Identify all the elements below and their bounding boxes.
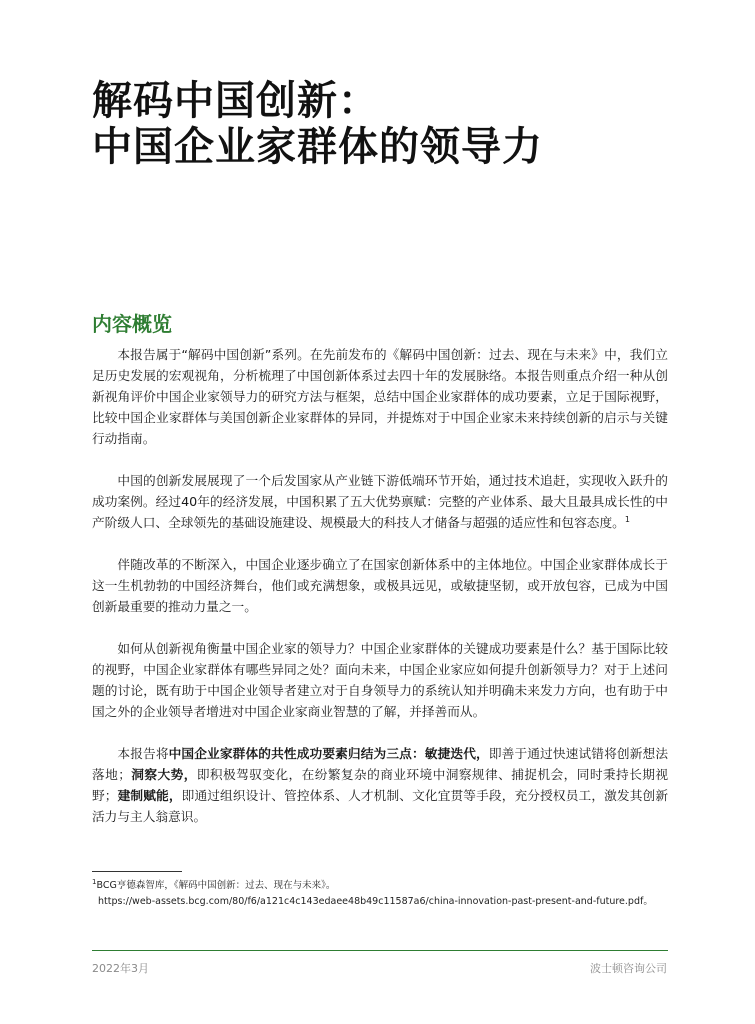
title-line-1: 解码中国创新： [92, 78, 379, 124]
paragraph-2 [92, 470, 668, 533]
paragraph-5 [92, 743, 668, 827]
p5-text-4: 即通过组织设计、管控体系、人才机制、文化宜贯等手段，充分授权员工，激发其创新活力与主人翁意识。 [92, 788, 669, 824]
footer-company: 波士顿咨询公司 [590, 962, 667, 975]
p5-bold-2: 洞察大势， [130, 767, 197, 782]
p5-text-1: 本报告将 [117, 746, 169, 761]
footnote-text: BCG亨德森智库，《解码中国创新：过去、现在与未来》。 [96, 880, 336, 891]
title-line-2: 中国企业家群体的领导力 [92, 124, 543, 170]
p5-bold-1: 中国企业家群体的共性成功要素归结为三点：敏捷迭代， [168, 746, 489, 761]
section-heading: 内容概览 [92, 312, 172, 336]
paragraph-3: 伴随改革的不断深入，中国企业逐步确立了在国家创新体系中的主体地位。中国企业家群体成长于这一生机勃勃的中国经济舞台，他们或充满想象，或极具远见，或敏捷坚韧，或开放包容，已成为中国创新最重要的推动力量之一。 [92, 557, 668, 614]
body-text [92, 344, 668, 848]
footnote-divider [92, 871, 182, 872]
footnote-marker: 1 [92, 877, 97, 886]
p5-bold-3: 建制赋能， [117, 788, 182, 803]
footer-date: 2022年3月 [92, 962, 149, 975]
p5-text-2: 即善于通过快速试错将创新想法落地； [92, 746, 669, 782]
paragraph-1: 本报告属于“解码中国创新”系列。在先前发布的《解码中国创新：过去、现在与未来》中，我们立足历史发展的宏观视角，分析梳理了中国创新体系过去四十年的发展脉络。本报告则重点介绍一种从创新视角评价中国企业家领导力的研究方法与框架，总结中国企业家群体的成功要素，立足于国际视野，比较中国企业家群体与美国创新企业家群体的异同，并提炼对于中国企业家未来持续创新的启示与关键行动指南。 [92, 347, 668, 446]
footnote [92, 878, 692, 910]
footer-divider [92, 950, 668, 951]
footnote-ref[interactable]: 1 [624, 514, 630, 524]
report-title [92, 78, 732, 170]
paragraph-2-text: 中国的创新发展展现了一个后发国家从产业链下游低端环节开始，通过技术追赶，实现收入跃升的成功案例。经过40年的经济发展，中国积累了五大优势禀赋：完整的产业体系、最大且最具成长性的中产阶级人口、全球领先的基础设施建设、规模最大的科技人才储备与超强的适应性和包容态度。 [92, 473, 668, 530]
paragraph-4: 如何从创新视角衡量中国企业家的领导力？中国企业家群体的关键成功要素是什么？基于国际比较的视野，中国企业家群体有哪些异同之处？面向未来，中国企业家应如何提升创新领导力？对于上述问题的讨论，既有助于中国企业领导者建立对于自身领导力的系统认知并明确未来发力方向，也有助于中国之外的企业领导者增进对中国企业家商业智慧的了解，并择善而从。 [92, 641, 668, 719]
footnote-url-link[interactable]: https://web-assets.bcg.com/80/f6/a121c4c143edaee48b49c11587a6/china-innovation-past-present-and-future.pdf。 [98, 896, 653, 907]
p5-text-3: 即积极驾驭变化，在纷繁复杂的商业环境中洞察规律、捕捉机会，同时秉持长期视野； [92, 767, 669, 803]
